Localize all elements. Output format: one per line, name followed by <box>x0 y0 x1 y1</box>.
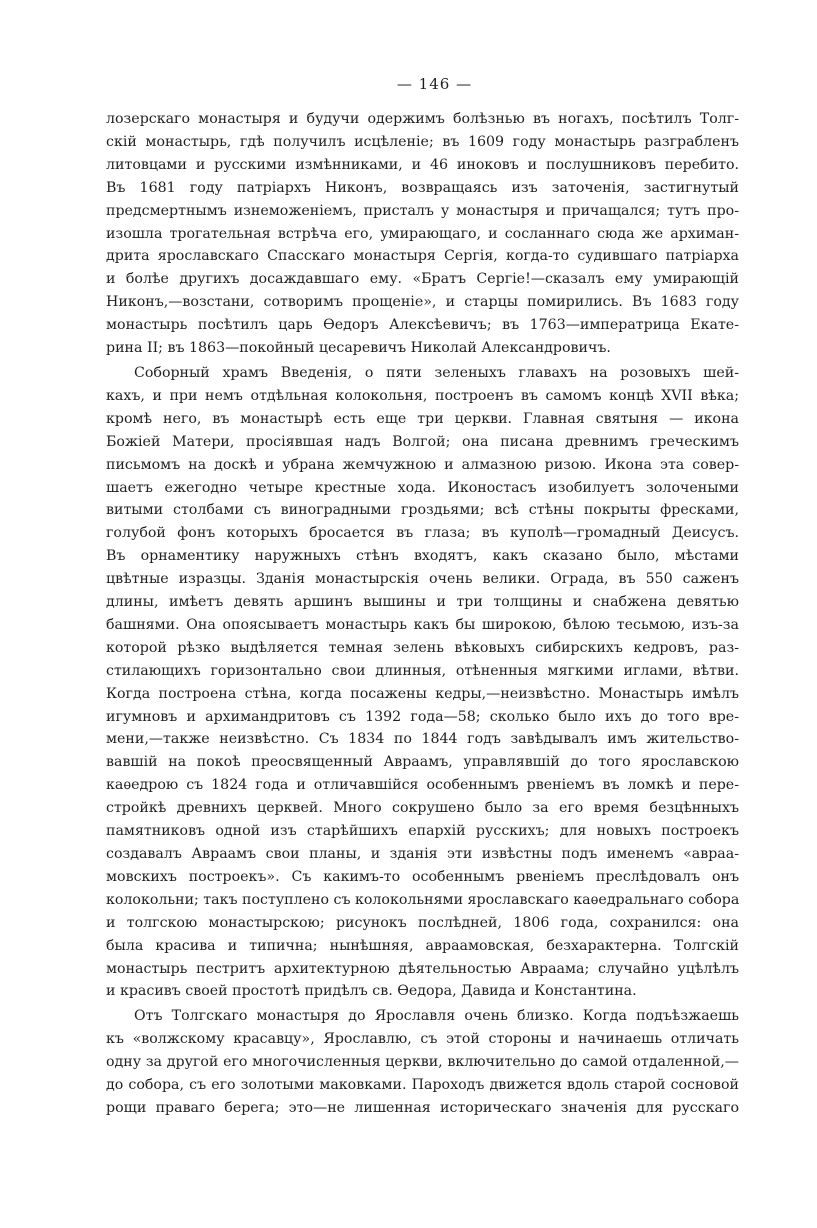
text-line: монастырь посѣтилъ царь Өедоръ Алексѣевичъ; въ 1763—императрица Екате- <box>106 317 739 334</box>
text-line: рощи праваго берега; это—не лишенная историческаго значенія для русскаго <box>106 1099 739 1116</box>
text-line: мовскихъ построекъ». Съ какимъ-то особеннымъ рвеніемъ преслѣдовалъ онъ <box>106 868 739 885</box>
text-line: скій монастырь, гдѣ получилъ исцѣленіе; въ 1609 году монастырь разграбленъ <box>106 133 739 150</box>
text-line: и толгскою монастырскою; рисунокъ послѣдней, 1806 года, сохранился: она <box>106 914 739 931</box>
text-line: и красивъ своей простотѣ придѣлъ св. Өедора, Давида и Константина. <box>106 983 637 1000</box>
text-line: литовцами и русскими измѣнниками, и 46 иноковъ и послушниковъ перебито. <box>106 156 739 173</box>
text-line: голубой фонъ которыхъ бросается въ глаза; въ куполѣ—громадный Деисусъ. <box>106 525 739 542</box>
text-line: создавалъ Авраамъ свои планы, и зданія эти извѣстны подъ именемъ «авраа- <box>106 846 739 862</box>
text-line: длины, имѣетъ девять аршинъ вышины и три толщины и снабжена девятью <box>106 594 739 611</box>
text-line: до собора, съ его золотыми маковками. Пароходъ движется вдоль старой сосновой <box>106 1077 739 1094</box>
text-line: стилающихъ горизонтально свои длинныя, отѣненныя мягкими иглами, вѣтви. <box>106 662 739 679</box>
text-line: Соборный храмъ Введенія, о пяти зеленыхъ главахъ на розовыхъ шей- <box>134 364 739 381</box>
text-line: Въ 1681 году патріархъ Никонъ, возвращаясь изъ заточенія, застигнутый <box>106 179 739 196</box>
paragraph <box>106 362 739 1003</box>
text-line: башнями. Она опоясываетъ монастырь какъ бы широкою, бѣлою тесьмою, изъ-за <box>106 616 739 633</box>
page-number: — 146 — <box>396 75 473 93</box>
text-line: къ «волжскому красавцу», Ярославлю, съ этой стороны и начинаешь отличать <box>106 1031 739 1048</box>
text-body <box>106 108 739 1120</box>
text-line: была красива и типична; нынѣшняя, авраамовская, безхарактерна. Толгскій <box>106 937 739 954</box>
text-line: Когда построена стѣна, когда посажены кедры,—неизвѣстно. Монастырь имѣлъ <box>106 685 739 702</box>
paragraph <box>106 108 739 360</box>
text-line: мени,—также неизвѣстно. Съ 1834 по 1844 годъ завѣдывалъ имъ жительство- <box>106 731 739 748</box>
text-line: памятниковъ одной изъ старѣйшихъ епархій русскихъ; для новыхъ построекъ <box>106 823 739 840</box>
paragraph <box>106 1005 739 1120</box>
text-line: которой рѣзко выдѣляется темная зелень вѣковыхъ сибирскихъ кедровъ, раз- <box>106 639 739 656</box>
text-line: стройкѣ древнихъ церквей. Много сокрушено было за его время безцѣнныхъ <box>106 800 739 817</box>
text-line: дрита ярославскаго Спасскаго монастыря Сергія, когда-то судившаго патріарха <box>106 248 739 265</box>
text-line: Въ орнаментику наружныхъ стѣнъ входятъ, какъ сказано было, мѣстами <box>106 548 739 565</box>
text-line: изошла трогательная встрѣча его, умирающаго, и сосланнаго сюда же архиман- <box>106 225 739 242</box>
text-line: письмомъ на доскѣ и убрана жемчужною и алмазною ризою. Икона эта совер- <box>106 456 739 473</box>
text-line: рина II; въ 1863—покойный цесаревичъ Николай Александровичъ. <box>106 340 611 357</box>
text-line: монастырь пестритъ архитектурною дѣятельностью Авраама; случайно уцѣлѣлъ <box>106 960 739 977</box>
text-line: цвѣтные изразцы. Зданія монастырскія очень велики. Ограда, въ 550 саженъ <box>106 571 739 588</box>
text-line: кромѣ него, въ монастырѣ есть еще три церкви. Главная святыня — икона <box>106 410 739 427</box>
text-line: предсмертнымъ изнеможеніемъ, присталъ у монастыря и причащался; тутъ про- <box>106 202 739 219</box>
text-line: Божіей Матери, просіявшая надъ Волгой; она писана древнимъ греческимъ <box>106 433 739 450</box>
text-line: каѳедрою съ 1824 года и отличавшійся особеннымъ рвеніемъ въ ломкѣ и пере- <box>106 777 739 794</box>
text-line: Никонъ,—возстани, сотворимъ прощеніе», и старцы помирились. Въ 1683 году <box>106 294 739 311</box>
text-line: лозерскаго монастыря и будучи одержимъ болѣзнью въ ногахъ, посѣтилъ Толг- <box>106 111 739 127</box>
text-line: колокольни; такъ поступлено съ колокольнями ярославскаго каѳедральнаго собора <box>106 891 739 908</box>
text-line: игумновъ и архимандритовъ съ 1392 года—58; сколько было ихъ до того вре- <box>106 708 739 725</box>
text-line: Отъ Толгскаго монастыря до Ярославля очень близко. Когда подъѣзжаешь <box>134 1008 739 1025</box>
text-line: вавшій на покоѣ преосвященный Авраамъ, управлявшій до того ярославскою <box>106 754 739 771</box>
text-line: одну за другой его многочисленныя церкви, включительно до самой отдаленной,— <box>106 1054 739 1071</box>
text-line: и болѣе другихъ досаждавшаго ему. «Братъ Сергіе!—сказалъ ему умирающій <box>106 271 739 288</box>
text-line: кахъ, и при немъ отдѣльная колокольня, построенъ въ самомъ концѣ XVII вѣка; <box>106 387 739 404</box>
text-line: витыми столбами съ виноградными гроздьями; всѣ стѣны покрыты фресками, <box>106 502 739 519</box>
text-line: шаетъ ежегодно четыре крестные хода. Иконостасъ изобилуетъ золочеными <box>106 479 739 496</box>
